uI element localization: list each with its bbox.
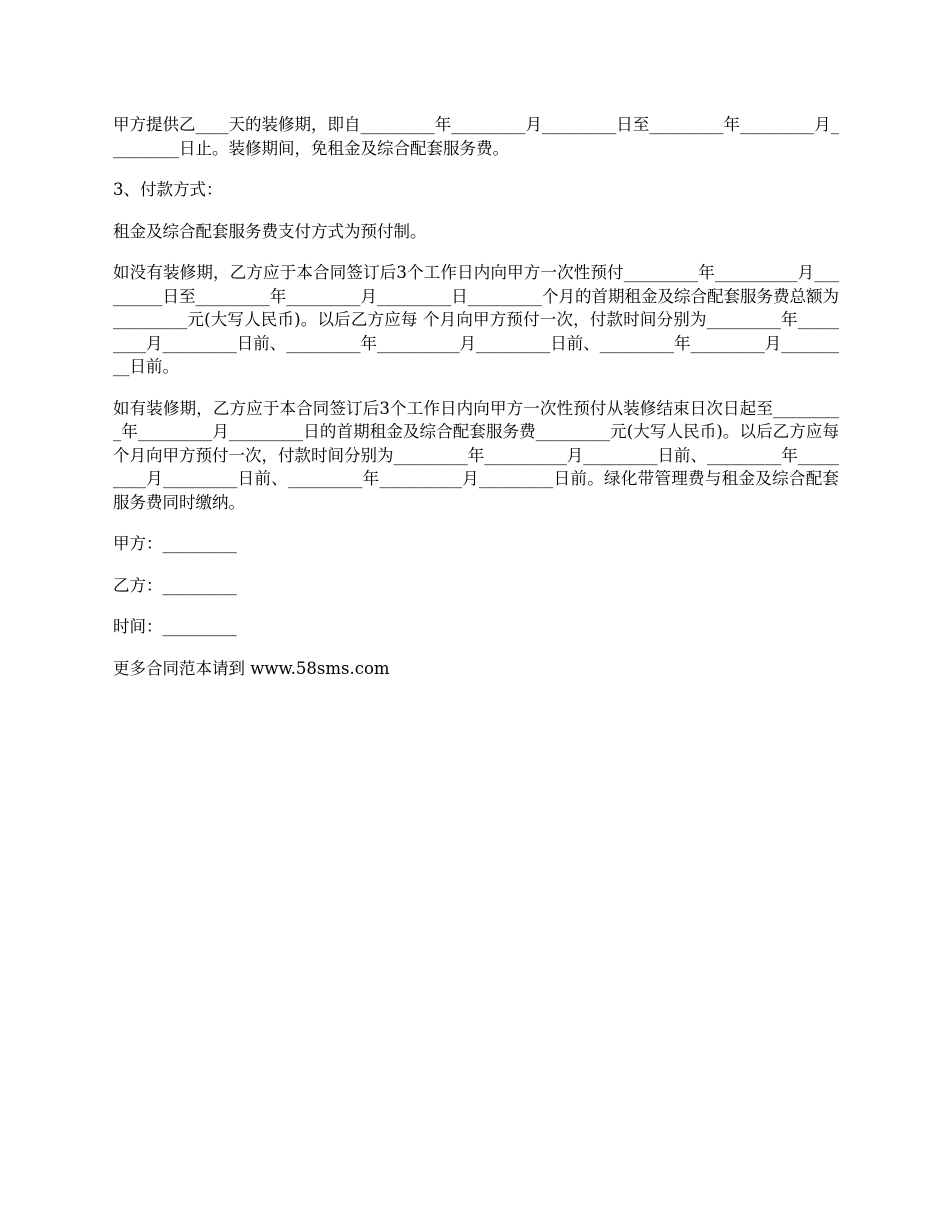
- prepayment-paragraph: 租金及综合配套服务费支付方式为预付制。: [113, 221, 427, 241]
- footer-link-text: 更多合同范本请到 www.58sms.com: [113, 658, 390, 678]
- payment-method-heading: 3、付款方式：: [113, 180, 223, 199]
- party-a-signature-line: 甲方：_________: [113, 534, 237, 553]
- document-page: [113, 113, 839, 698]
- renovation-period-paragraph: 甲方提供乙____天的装修期，即自_________年_________月_________日至_________年_________月_________日止。装修期间，免租金及综合配套服务费。: [113, 115, 839, 158]
- party-b-signature-line: 乙方：_________: [113, 575, 237, 595]
- with-renovation-paragraph: 如有装修期，乙方应于本合同签订后3个工作日内向甲方一次性预付从装修结束日次日起至_________年_________月_________日的首期租金及综合配套服务费_________元(大写人民币)。以后乙方应每 个月向甲方预付一次，付款时间分别为_________年__________月_________日前、_________年_________月_________日前、_________年__________月_________日前。绿化带管理费与租金及综合配套服务费同时缴纳。: [113, 398, 839, 512]
- date-line: 时间：_________: [113, 617, 237, 636]
- no-renovation-paragraph: 如没有装修期，乙方应于本合同签订后3个工作日内向甲方一次性预付_________年__________月_________日至_________年_________月_________日_________个月的首期租金及综合配套服务费总额为_________元(大写人民币)。以后乙方应每 个月向甲方预付一次，付款时间分别为_________年_________月_________日前、_________年__________月_________日前、_________年_________月_________日前。: [113, 263, 839, 376]
